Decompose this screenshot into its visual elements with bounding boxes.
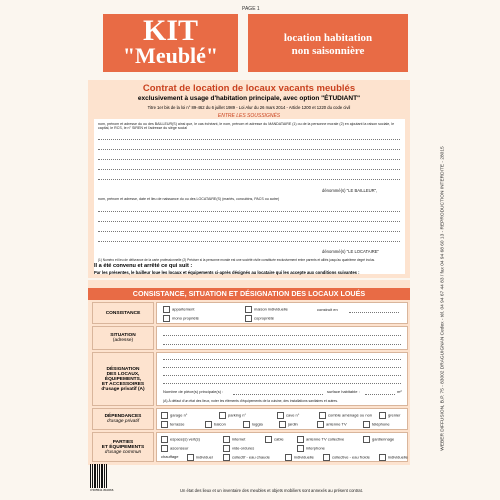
- option-maison[interactable]: maison individuelle: [245, 306, 288, 313]
- checkbox[interactable]: [277, 412, 284, 419]
- chauffage-label: chauffage: [161, 454, 179, 459]
- barcode-bar: [106, 464, 107, 488]
- situation-content: [156, 326, 408, 350]
- checkbox[interactable]: [161, 412, 168, 419]
- checkbox[interactable]: [205, 421, 212, 428]
- designation-label: DÉSIGNATION DES LOCAUX, ÉQUIPEMENTS, ET ACCESSOIRES d'usage privatif (A): [92, 352, 154, 406]
- option-cave[interactable]: cave n°: [277, 412, 299, 419]
- checkbox[interactable]: [379, 412, 386, 419]
- address-line[interactable]: [163, 335, 401, 336]
- parties-row: [92, 432, 408, 462]
- option-gardiennage[interactable]: gardiennage: [363, 436, 394, 443]
- parties-label: PARTIES ET ÉQUIPEMENTS d'usage commun: [92, 432, 154, 462]
- option-eau-chaude-individuelle[interactable]: individuelle: [285, 454, 314, 461]
- kit-banner: [103, 14, 238, 72]
- option-antenne-tv[interactable]: antenne TV: [317, 421, 347, 428]
- checkbox[interactable]: [161, 421, 168, 428]
- inventory-note: Un état des lieux et un inventaire des meubles et objets mobiliers sont annexés au présent contrat.: [180, 488, 363, 493]
- parties-area: [94, 119, 405, 274]
- barcode-number: 3 505541 810066: [90, 488, 114, 492]
- bailleur-instructions: nom, prénom et adresse du ou des BAILLEUR(S) ainsi que, le cas échéant, le nom, prénom et adresse du MANDATAIRE (1) ou de la personne morale (2) en ajoutant la raison sociale, le capital, le RCS, le n° SIREN et l'adresse du siège social: [98, 122, 395, 131]
- option-eau-froide-collective[interactable]: collective - eau froide: [323, 454, 370, 461]
- checkbox[interactable]: [319, 412, 326, 419]
- checkbox[interactable]: [323, 454, 330, 461]
- locataire-line[interactable]: [98, 231, 400, 232]
- checkbox[interactable]: [265, 436, 272, 443]
- option-balcon[interactable]: balcon: [205, 421, 226, 428]
- dependances-row: [92, 408, 408, 430]
- checkbox[interactable]: [379, 454, 386, 461]
- locataire-designation: dénommé(s) "LE LOCATAIRE": [322, 249, 380, 254]
- consistance-content: [156, 302, 408, 324]
- barcode-bar: [94, 464, 96, 488]
- locataire-instructions: nom, prénom et adresse, date et lieu de naissance du ou des LOCATAIRE(S) (mariés, concubins, PACS ou autre): [98, 197, 280, 201]
- bailleur-line[interactable]: [98, 169, 400, 170]
- option-espaces-verts[interactable]: espace(s) vert(s): [161, 436, 200, 443]
- option-eau-froide-individuelle[interactable]: individuelle: [379, 454, 408, 461]
- surface-unit: m²: [397, 389, 402, 394]
- contract-section: [88, 80, 410, 278]
- checkbox[interactable]: [163, 306, 170, 313]
- designation-note: (A) À défaut d'un état des lieux, noter les éléments d'équipements de la cuisine, des installations sanitaires et autres.: [163, 399, 339, 403]
- designation-line[interactable]: [163, 383, 401, 384]
- address-line[interactable]: [163, 344, 401, 345]
- parties-content: [156, 432, 408, 462]
- page-number: PAGE 1: [242, 6, 260, 12]
- checkbox[interactable]: [245, 306, 252, 313]
- checkbox[interactable]: [297, 436, 304, 443]
- premises-header: CONSISTANCE, SITUATION ET DÉSIGNATION DES LOCAUX LOUÉS: [88, 288, 410, 300]
- checkbox[interactable]: [243, 421, 250, 428]
- dependances-label: DÉPENDANCES d'usage privatif: [92, 408, 154, 430]
- option-telephone[interactable]: téléphone: [363, 421, 390, 428]
- option-mono-propriete[interactable]: mono propriété: [163, 315, 199, 322]
- checkbox[interactable]: [187, 454, 194, 461]
- checkbox[interactable]: [285, 454, 292, 461]
- checkbox[interactable]: [223, 436, 230, 443]
- bailleur-line[interactable]: [98, 139, 400, 140]
- barcode-bar: [99, 464, 100, 488]
- option-jardin[interactable]: jardin: [279, 421, 298, 428]
- situation-label: SITUATION (adresse): [92, 326, 154, 350]
- option-chauffage-individuel[interactable]: individuel: [187, 454, 213, 461]
- dependances-content: [156, 408, 408, 430]
- contract-subtitle: exclusivement à usage d'habitation principale, avec option "ÉTUDIANT": [137, 95, 361, 102]
- option-interphone[interactable]: interphone: [297, 445, 325, 452]
- intro-heading: Il a été convenu et arrêté ce qui suit :: [94, 263, 193, 269]
- option-cable[interactable]: cable: [265, 436, 284, 443]
- location-line1: location habitation: [283, 32, 373, 44]
- designation-row: [92, 352, 408, 406]
- checkbox[interactable]: [317, 421, 324, 428]
- checkbox[interactable]: [363, 421, 370, 428]
- contract-footnote: (1) Numéro et lieu de délivrance de la carte professionnelle (2) Préciser si la personne morale est une société civile constituée exclusivement entre parents et alliés jusqu'au quatrième degré inclus.: [98, 258, 376, 262]
- checkbox[interactable]: [363, 436, 370, 443]
- checkbox[interactable]: [279, 421, 286, 428]
- barcode-bar: [90, 464, 91, 488]
- construit-en-label: construit en: [317, 307, 338, 312]
- option-vide-ordures[interactable]: vide-ordures: [223, 445, 254, 452]
- situation-row: [92, 326, 408, 350]
- barcode-bar: [104, 464, 105, 488]
- location-banner: [248, 14, 408, 72]
- checkbox[interactable]: [161, 436, 168, 443]
- checkbox[interactable]: [297, 445, 304, 452]
- checkbox[interactable]: [245, 315, 252, 322]
- kit-subtitle: "Meublé": [122, 43, 219, 68]
- pieces-field[interactable]: [233, 394, 323, 395]
- bailleur-line[interactable]: [98, 159, 400, 160]
- option-internet[interactable]: internet: [223, 436, 245, 443]
- publisher-info: WEBER DIFFUSION, B.P. 75 - 83002 DRAGUIGNAN Cedex - tél. 04 94 67 44 83 / fax 04 94 68 60 13 - REPRODUCTION INTERDITE - 28015: [440, 146, 446, 451]
- barcode-bar: [97, 464, 98, 488]
- checkbox[interactable]: [223, 454, 230, 461]
- checkbox[interactable]: [219, 412, 226, 419]
- barcode-bar: [92, 464, 93, 488]
- option-ascenseur[interactable]: ascenseur: [161, 445, 188, 452]
- bailleur-line[interactable]: [98, 179, 400, 180]
- option-antenne-collective[interactable]: antenne TV collective: [297, 436, 344, 443]
- location-line2: non saisonnière: [291, 45, 365, 57]
- bailleur-line[interactable]: [98, 149, 400, 150]
- locataire-line[interactable]: [98, 221, 400, 222]
- option-garage[interactable]: garage n°: [161, 412, 187, 419]
- pieces-label: Nombre de pièce(s) principale(s) :: [163, 389, 224, 394]
- locataire-line[interactable]: [98, 211, 400, 212]
- locataire-line[interactable]: [98, 241, 400, 242]
- option-comble[interactable]: comble aménagé ou non: [319, 412, 372, 419]
- contract-law: Titre 1er bis de la loi n° 89-462 du 6 juillet 1989 - Loi Alur du 26 mars 2014 - Article 1200 et 1220 du code civil: [147, 105, 351, 110]
- intro-text: Par les présentes, le bailleur loue les locaux et équipements ci-après désignés au locataire qui les accepte aux conditions suivantes :: [94, 270, 360, 275]
- checkbox[interactable]: [161, 445, 168, 452]
- checkbox[interactable]: [223, 445, 230, 452]
- surface-label: surface habitable :: [327, 389, 360, 394]
- checkbox[interactable]: [163, 315, 170, 322]
- barcode-bar: [101, 464, 103, 488]
- construit-en-field[interactable]: [349, 312, 399, 313]
- consistance-row: [92, 302, 408, 324]
- option-copropriete[interactable]: copropriété: [245, 315, 274, 322]
- kit-title: KIT: [142, 14, 199, 47]
- option-appartement[interactable]: appartement: [163, 306, 194, 313]
- designation-line[interactable]: [163, 375, 401, 376]
- option-terrasse[interactable]: terrasse: [161, 421, 184, 428]
- consistance-label: CONSISTANCE: [92, 302, 154, 324]
- designation-content: [156, 352, 408, 406]
- publisher-sidebar: [438, 120, 447, 480]
- designation-line[interactable]: [163, 367, 401, 368]
- option-loggia[interactable]: loggia: [243, 421, 263, 428]
- designation-line[interactable]: [163, 359, 401, 360]
- surface-field[interactable]: [365, 394, 395, 395]
- option-parking[interactable]: parking n°: [219, 412, 246, 419]
- bailleur-designation: dénommé(s) "LE BAILLEUR",: [322, 188, 378, 193]
- between-label: ENTRE LES SOUSSIGNÉS: [217, 113, 281, 119]
- option-grenier[interactable]: grenier: [379, 412, 400, 419]
- option-eau-chaude-collectif[interactable]: collectif - eau chaude: [223, 454, 270, 461]
- contract-title: Contrat de location de locaux vacants meublés: [142, 83, 356, 94]
- barcode: [90, 464, 114, 492]
